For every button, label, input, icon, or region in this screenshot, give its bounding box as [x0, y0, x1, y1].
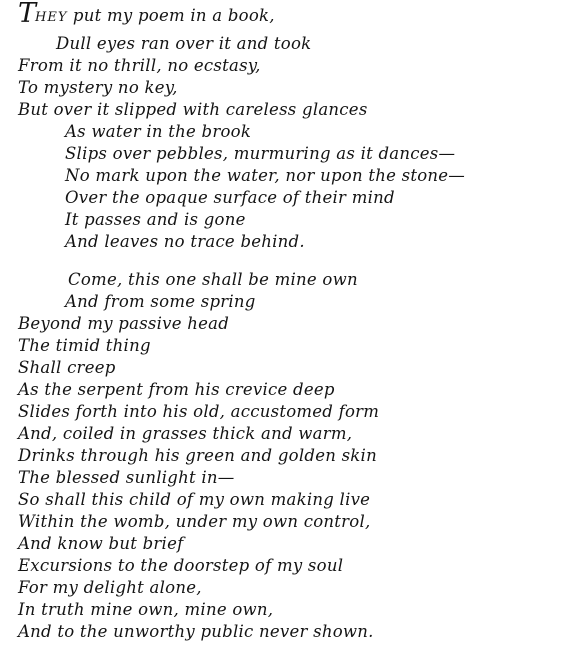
poem-line: As water in the brook	[65, 122, 252, 141]
poem-line: And leaves no trace behind.	[65, 232, 305, 251]
poem-line: And, coiled in grasses thick and warm,	[18, 424, 353, 443]
poem-line: Drinks through his green and golden skin	[18, 446, 377, 465]
poem-line: For my delight alone,	[18, 578, 202, 597]
poem-line: Dull eyes ran over it and took	[56, 34, 312, 53]
first-line-tail: put my poem in a book,	[67, 6, 275, 25]
poem-line: But over it slipped with careless glances	[18, 100, 368, 119]
poem-line: Over the opaque surface of their mind	[65, 188, 395, 207]
poem-line: As the serpent from his crevice deep	[18, 380, 335, 399]
poem-line: The timid thing	[18, 336, 151, 355]
poem-line: And to the unworthy public never shown.	[18, 622, 374, 641]
poem-line: Beyond my passive head	[18, 314, 230, 333]
poem-line: Shall creep	[18, 358, 116, 377]
poem-line: Slips over pebbles, murmuring as it dances—	[65, 144, 456, 163]
poem-line: In truth mine own, mine own,	[18, 600, 274, 619]
poem-line: And from some spring	[65, 292, 256, 311]
poem-line: It passes and is gone	[65, 210, 246, 229]
drop-cap: T	[18, 0, 36, 29]
poem-line: Slides forth into his old, accustomed form	[18, 402, 380, 421]
poem-line-1	[18, 2, 275, 29]
poem-line: The blessed sunlight in—	[18, 468, 235, 487]
poem-line: From it no thrill, no ecstasy,	[18, 56, 261, 75]
poem-line: Excursions to the doorstep of my soul	[18, 556, 344, 575]
poem-line: To mystery no key,	[18, 78, 178, 97]
poem-line: Within the womb, under my own control,	[18, 512, 371, 531]
poem-line: Come, this one shall be mine own	[68, 270, 358, 289]
poem-line: And know but brief	[18, 534, 184, 553]
poem-line: No mark upon the water, nor upon the stone—	[65, 166, 466, 185]
poem-line: So shall this child of my own making live	[18, 490, 371, 509]
first-word-rest: HEY	[35, 10, 68, 25]
